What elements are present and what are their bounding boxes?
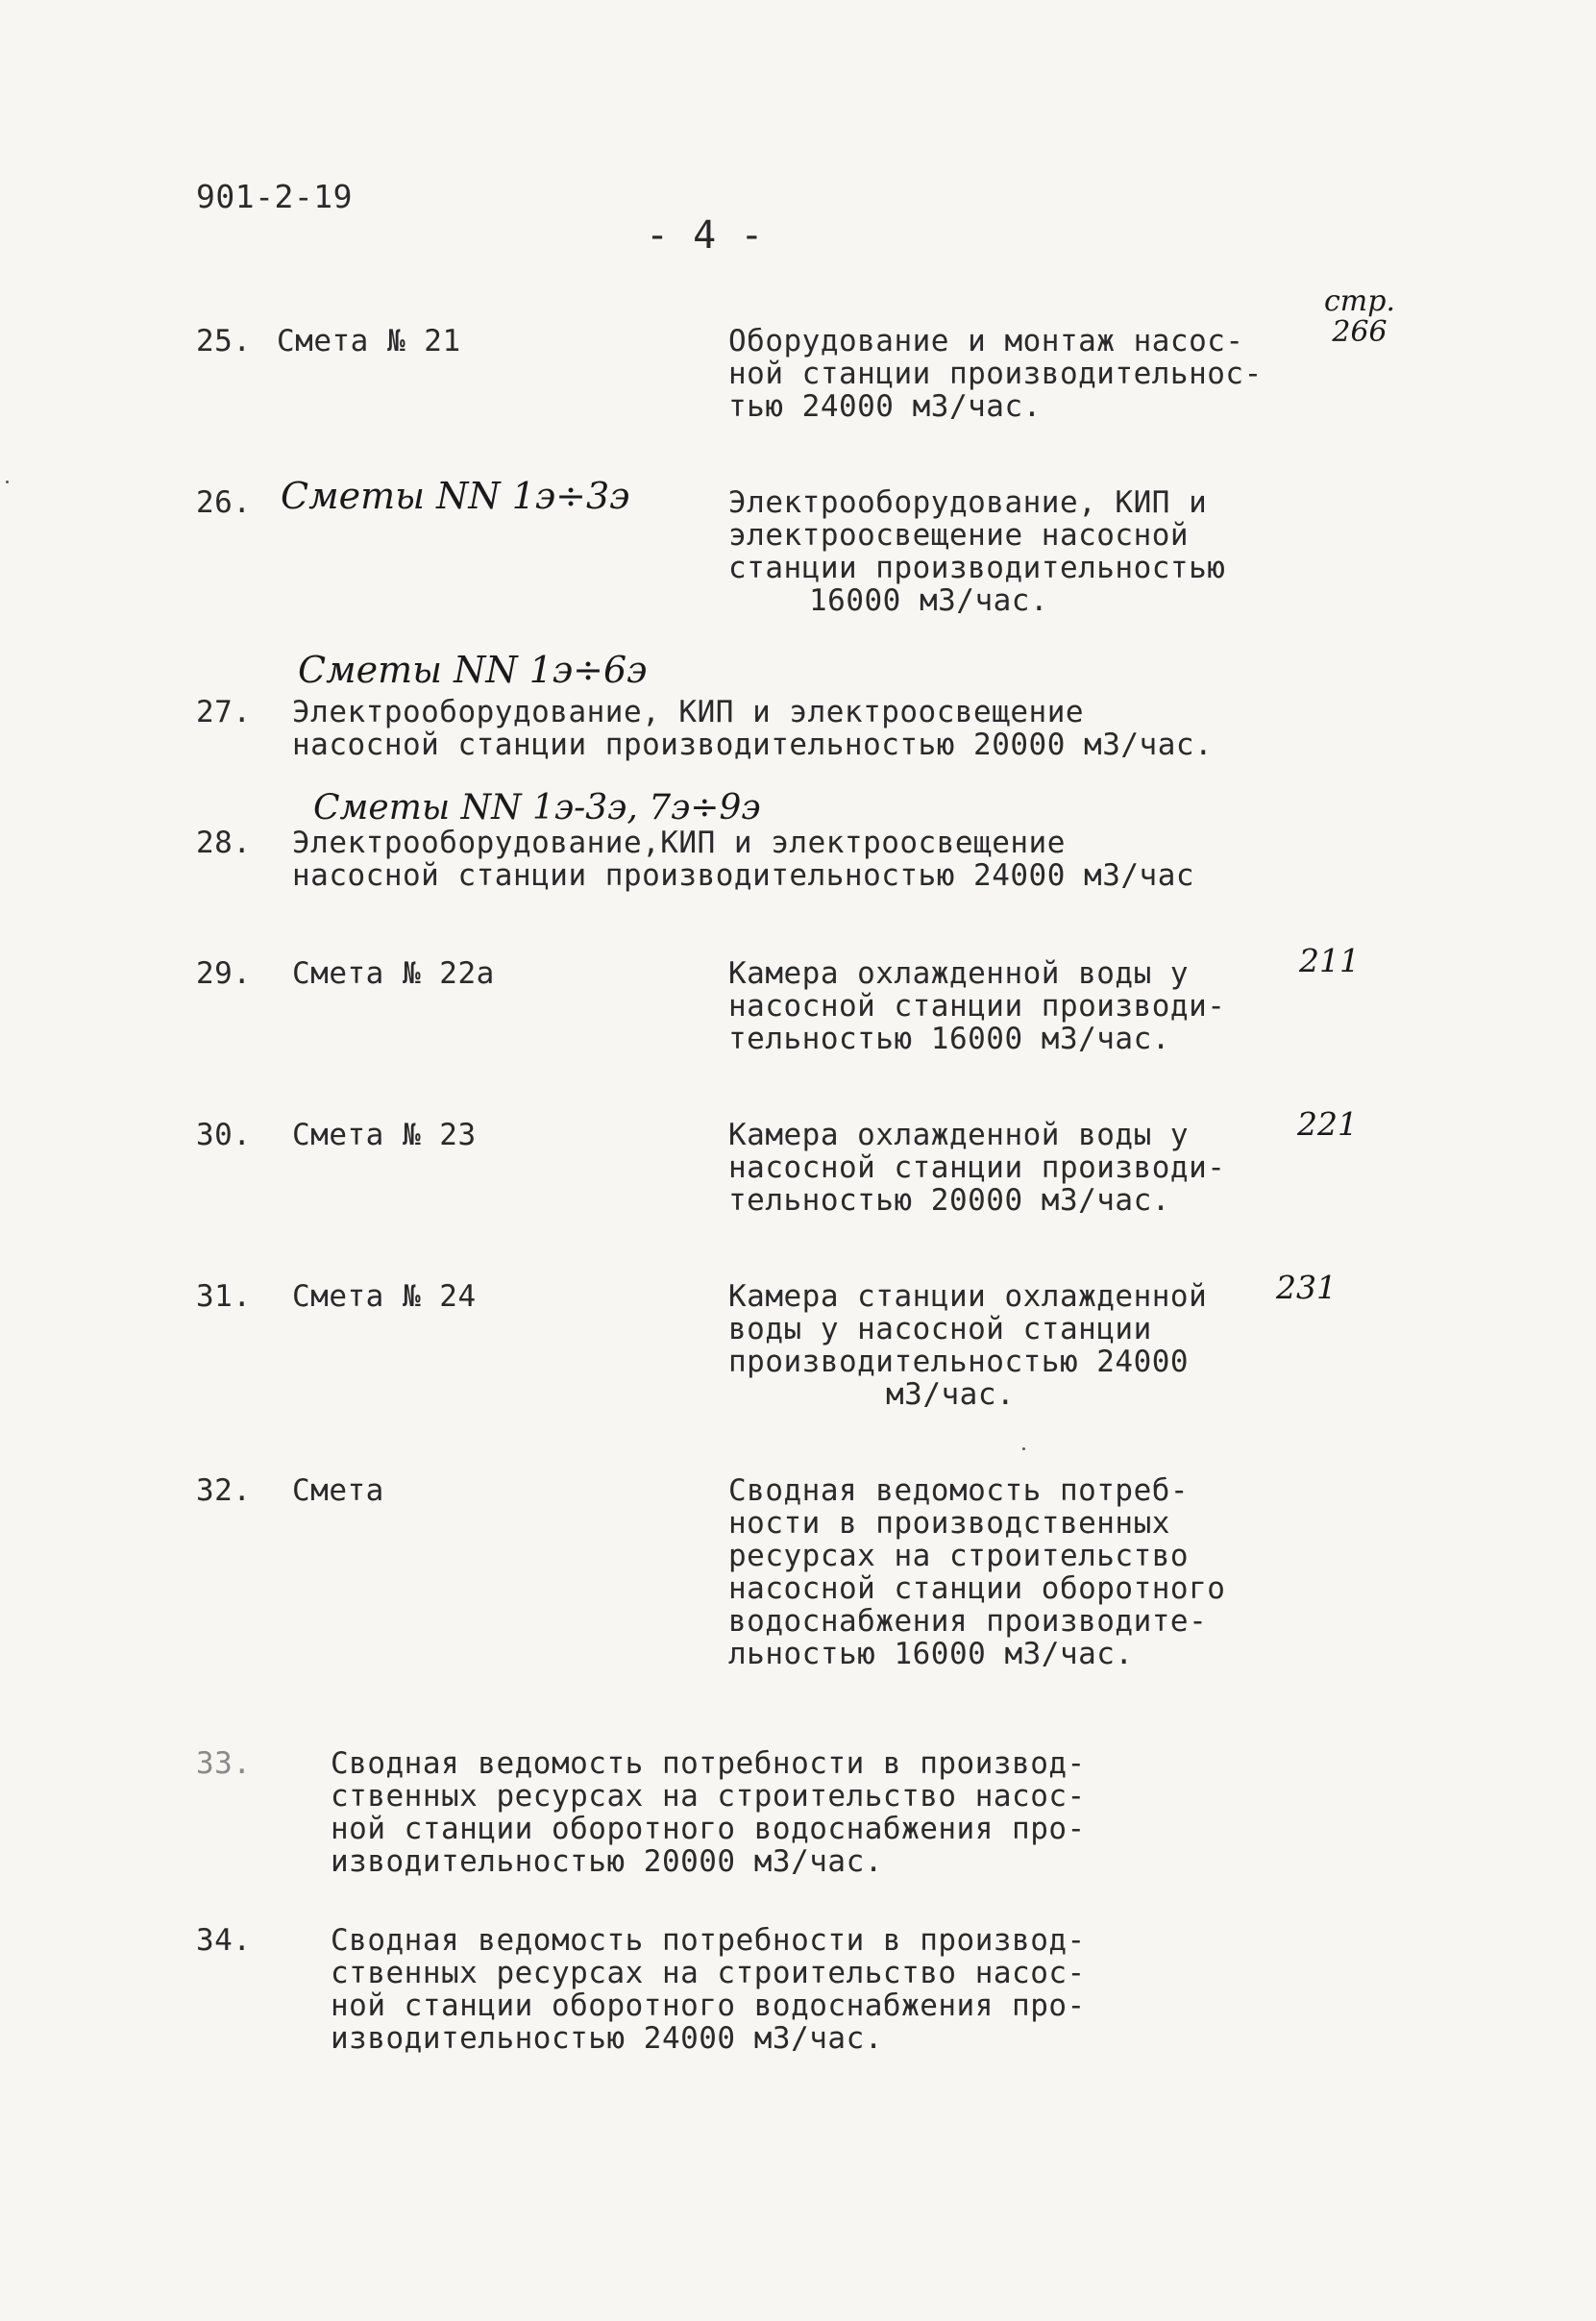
page-column-header [1324, 286, 1395, 348]
description-line: насосной станции производи- [728, 1150, 1226, 1185]
description-line: насосной станции производи- [728, 989, 1226, 1024]
entry-description [728, 957, 1225, 1055]
entry-label: Смета № 24 [292, 1279, 477, 1314]
entry-handwritten-label: Сметы NN 1э-3э, 7э÷9э [313, 788, 761, 827]
description-line: Электрооборудование,КИП и электроосвещение [292, 826, 1066, 860]
description-line: Сводная ведомость потребности в производ- [331, 1746, 1086, 1781]
description-line: электроосвещение насосной [728, 518, 1190, 553]
entry-description [728, 1119, 1225, 1217]
description-line: м3/час. [886, 1377, 1016, 1412]
entry-description [728, 486, 1225, 617]
description-line: Сводная ведомость потреб- [728, 1473, 1190, 1508]
entry-label: Смета № 22а [292, 956, 495, 991]
description-line: Электрооборудование, КИП и электроосвещение [292, 695, 1085, 729]
entry-number: 30. [196, 1118, 252, 1152]
description-line: льностью 16000 м3/час. [728, 1637, 1134, 1671]
entry-number: 27. [196, 695, 252, 729]
description-line: производительностью 24000 [728, 1345, 1190, 1379]
entry-label: Смета [292, 1473, 384, 1508]
description-line: тью 24000 м3/час. [728, 389, 1042, 424]
description-line: ной станции производительнос- [728, 357, 1263, 391]
entry-description [728, 1474, 1225, 1670]
entry-page: 211 [1299, 942, 1360, 979]
entry-number: 29. [196, 956, 252, 991]
entry-handwritten-label: Сметы NN 1э÷3э [281, 475, 630, 517]
description-line: ственных ресурсах на строительство насос- [331, 1779, 1086, 1814]
entry-number: 32. [196, 1473, 252, 1508]
description-line: насосной станции производительностью 24000 м3/час [292, 858, 1195, 893]
scan-speck [1022, 1447, 1025, 1450]
description-line: изводительностью 24000 м3/час. [331, 2021, 883, 2056]
entry-number: 28. [196, 826, 252, 860]
entry-page: 221 [1297, 1105, 1358, 1143]
description-line: тельностью 20000 м3/час. [728, 1183, 1170, 1218]
entry-label: Смета № 23 [292, 1118, 477, 1152]
entry-description [292, 696, 1213, 761]
description-line: ной станции оборотного водоснабжения про- [331, 1988, 1086, 2023]
description-line: водоснабжения производите- [728, 1604, 1208, 1639]
entry-label: Смета № 21 [277, 324, 461, 358]
entry-number: 26. [196, 485, 252, 520]
entry-number: 33. [196, 1746, 252, 1781]
description-line: Оборудование и монтаж насос- [728, 324, 1244, 358]
entry-handwritten-label: Сметы NN 1э÷6э [298, 649, 648, 691]
description-line: Камера охлажденной воды у [728, 1118, 1190, 1152]
description-line: Электрооборудование, КИП и [728, 485, 1208, 520]
description-line: Камера охлажденной воды у [728, 956, 1190, 991]
entry-number: 25. [196, 324, 252, 358]
description-line: Камера станции охлажденной [728, 1279, 1208, 1314]
description-line: Сводная ведомость потребности в производ- [331, 1923, 1086, 1958]
entry-description [331, 1747, 1086, 1878]
entry-number: 31. [196, 1279, 252, 1314]
description-line: ственных ресурсах на строительство насос- [331, 1956, 1086, 1990]
description-line: ной станции оборотного водоснабжения про- [331, 1812, 1086, 1846]
entry-description [292, 827, 1194, 892]
entry-description [728, 325, 1263, 423]
description-line: 16000 м3/час. [809, 583, 1049, 618]
entry-description [728, 1280, 1207, 1411]
description-line: ности в производственных [728, 1506, 1170, 1541]
description-line: станции производительностью [728, 551, 1226, 585]
description-line: насосной станции оборотного [728, 1571, 1226, 1606]
description-line: воды у насосной станции [728, 1312, 1152, 1346]
description-line: насосной станции производительностью 20000 м3/час. [292, 728, 1214, 762]
page-number: - 4 - [646, 213, 764, 258]
description-line: ресурсах на строительство [728, 1539, 1190, 1573]
entry-description [331, 1924, 1086, 2055]
description-line: тельностью 16000 м3/час. [728, 1022, 1170, 1056]
description-line: изводительностью 20000 м3/час. [331, 1844, 883, 1879]
entry-page: 231 [1276, 1269, 1337, 1306]
page-column-label: стр. [1324, 284, 1395, 318]
scan-speck [6, 481, 9, 483]
entry-number: 34. [196, 1923, 252, 1958]
page-column-first: 266 [1332, 315, 1387, 349]
document-code: 901-2-19 [196, 178, 353, 215]
